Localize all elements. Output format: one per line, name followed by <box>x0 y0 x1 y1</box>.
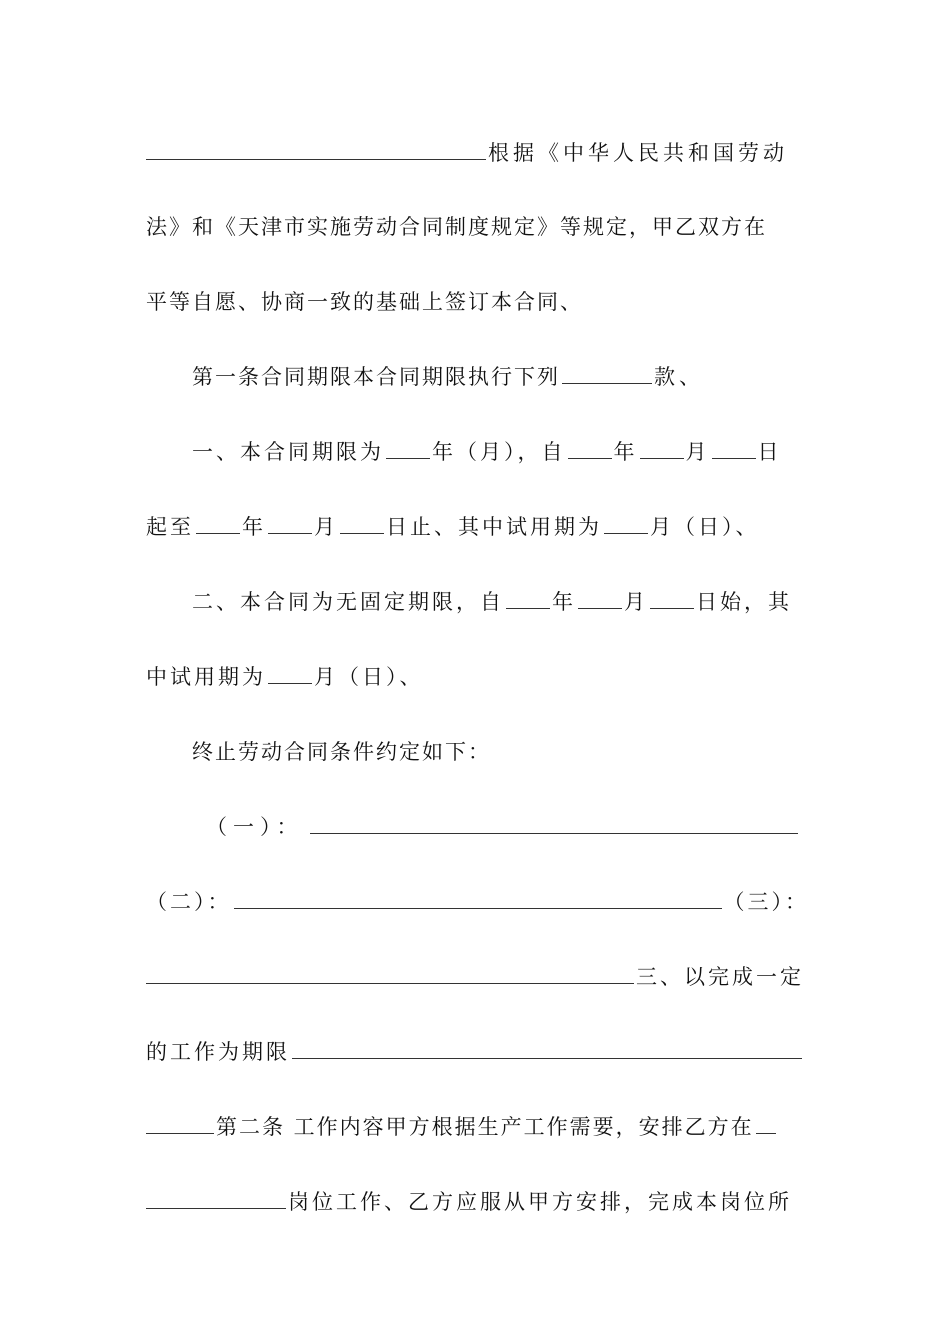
line-7-text: 二、本合同为无固定期限，自 <box>192 590 504 614</box>
line-11 <box>146 887 826 917</box>
line-14-text: 第二条 工作内容甲方根据生产工作需要，安排乙方在 <box>216 1115 754 1139</box>
line-13 <box>146 1037 806 1067</box>
line-2-text: 法》和《天津市实施劳动合同制度规定》等规定，甲乙双方在 <box>146 215 767 239</box>
blank-field <box>386 437 430 459</box>
line-2 <box>146 212 806 242</box>
line-8 <box>146 662 806 692</box>
line-3-text: 平等自愿、协商一致的基础上签订本合同、 <box>146 290 583 314</box>
blank-field <box>146 962 634 984</box>
line-8-text: 中试用期为 <box>146 665 266 689</box>
blank-field <box>340 512 384 534</box>
line-3 <box>146 287 806 317</box>
line-5 <box>192 437 812 467</box>
blank-field <box>310 812 798 834</box>
line-6-text: 月（日）、 <box>650 515 760 539</box>
line-6-text: 日止、其中试用期为 <box>386 515 602 539</box>
line-7 <box>192 587 812 617</box>
line-9 <box>192 737 852 767</box>
line-6-text: 月 <box>314 515 338 539</box>
line-6-text: 起至 <box>146 515 194 539</box>
blank-field <box>712 437 756 459</box>
blank-field <box>756 1112 776 1134</box>
blank-field <box>234 887 722 909</box>
line-5-text: 月 <box>685 440 710 464</box>
line-1-text: 根据《中华人民共和国劳动 <box>488 141 788 165</box>
line-6 <box>146 512 806 542</box>
line-6-text: 年 <box>242 515 266 539</box>
clause-2-label: （二）： <box>146 890 232 914</box>
line-10 <box>206 812 806 842</box>
clause-1-label: （一）： <box>206 815 304 839</box>
line-12 <box>146 962 806 992</box>
blank-field <box>578 587 622 609</box>
line-9-text: 终止劳动合同条件约定如下： <box>192 740 491 764</box>
blank-field <box>640 437 684 459</box>
line-7-text: 年 <box>552 590 576 614</box>
line-8-text: 月（日）、 <box>314 665 424 689</box>
blank-field <box>196 512 240 534</box>
line-5-text: 年（月），自 <box>432 440 566 464</box>
blank-field <box>146 138 486 160</box>
blank-field <box>506 587 550 609</box>
blank-field <box>268 662 312 684</box>
line-5-text: 一、本合同期限为 <box>192 440 384 464</box>
line-5-text: 日 <box>757 440 782 464</box>
line-14 <box>146 1112 806 1142</box>
blank-field <box>650 587 694 609</box>
line-4-text: 第一条合同期限本合同期限执行下列 <box>192 365 560 389</box>
line-15-text: 岗位工作、乙方应服从甲方安排，完成本岗位所 <box>288 1190 792 1214</box>
blank-field <box>146 1112 214 1134</box>
line-4-end: 款、 <box>654 365 704 389</box>
clause-3-label: （三）： <box>723 890 809 914</box>
line-5-text: 年 <box>613 440 638 464</box>
line-7-text: 日始，其 <box>696 590 792 614</box>
blank-field <box>268 512 312 534</box>
line-7-text: 月 <box>624 590 648 614</box>
blank-field <box>146 1187 286 1209</box>
line-4 <box>192 362 792 392</box>
blank-field <box>604 512 648 534</box>
blank-field <box>568 437 612 459</box>
line-12-text: 三、以完成一定 <box>636 965 804 989</box>
line-13-text: 的工作为期限 <box>146 1040 290 1064</box>
blank-field <box>562 362 652 384</box>
line-1 <box>146 138 806 168</box>
blank-field <box>292 1037 802 1059</box>
line-15 <box>146 1187 806 1217</box>
